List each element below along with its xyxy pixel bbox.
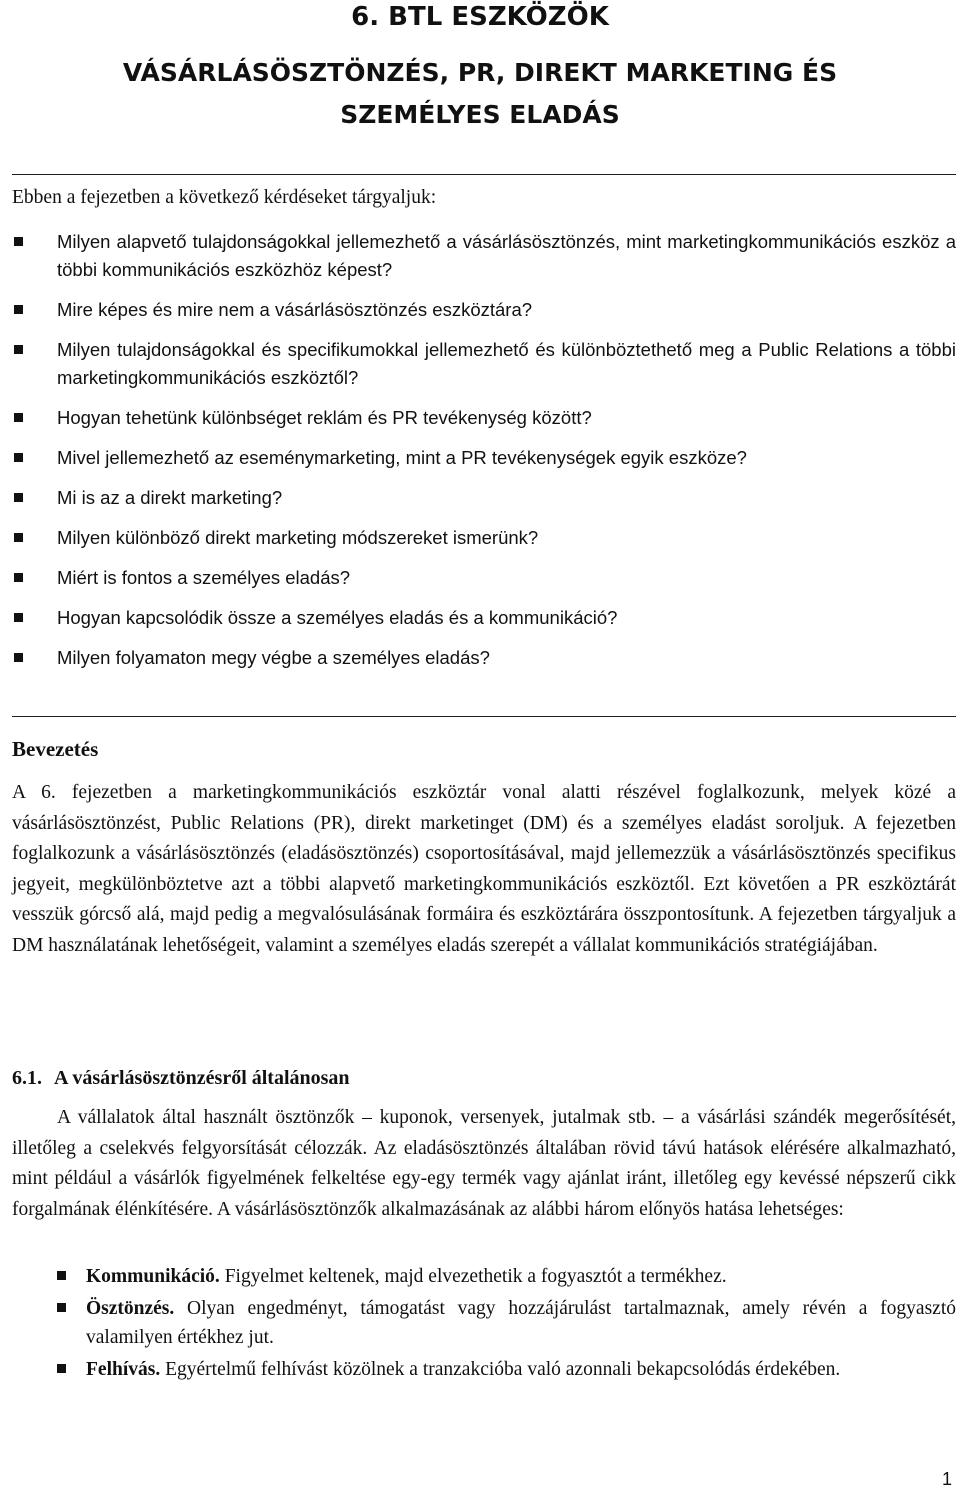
- square-bullet-icon: [14, 453, 23, 462]
- square-bullet-icon: [14, 533, 23, 542]
- square-bullet-icon: [14, 305, 23, 314]
- list-item: Mire képes és mire nem a vásárlásösztönzés eszköztára?: [12, 296, 956, 324]
- list-item: Mivel jellemezhető az eseménymarketing, mint a PR tevékenységek egyik eszköze?: [12, 444, 956, 472]
- page-title: VÁSÁRLÁSÖSZTÖNZÉS, PR, DIREKT MARKETING ÉS SZEMÉLYES ELADÁS: [122, 58, 838, 129]
- section-heading-6-1: [12, 1063, 350, 1093]
- intro-text: Ebben a fejezetben a következő kérdéseket tárgyaljuk:: [12, 187, 437, 208]
- list-item: Milyen folyamaton megy végbe a személyes eladás?: [12, 644, 956, 672]
- square-bullet-icon: [57, 1271, 66, 1280]
- question-list: [12, 228, 956, 672]
- divider-bottom: [12, 716, 956, 717]
- list-item: Mi is az a direkt marketing?: [12, 484, 956, 512]
- list-item: Milyen tulajdonságokkal és specifikumokkal jellemezhető és különböztethető meg a Public Relations a többi marketingkommunikációs eszköztől?: [12, 336, 956, 392]
- square-bullet-icon: [14, 413, 23, 422]
- benefit-term: Felhívás.: [86, 1359, 161, 1380]
- list-item: Ösztönzés. Olyan engedményt, támogatást vagy hozzájárulást tartalmaznak, amely révén a fogyasztó valamilyen értékhez jut.: [57, 1294, 956, 1352]
- benefit-term: Kommunikáció.: [86, 1266, 220, 1287]
- section-heading-intro: Bevezetés: [12, 737, 99, 761]
- square-bullet-icon: [14, 573, 23, 582]
- divider-top: [12, 174, 956, 175]
- benefit-list: [57, 1262, 956, 1387]
- list-item: Hogyan tehetünk különbséget reklám és PR tevékenység között?: [12, 404, 956, 432]
- chapter-heading: 6. BTL ESZKÖZÖK: [351, 2, 609, 32]
- square-bullet-icon: [57, 1364, 66, 1373]
- list-item: Kommunikáció. Figyelmet keltenek, majd elvezethetik a fogyasztót a termékhez.: [57, 1262, 956, 1291]
- benefit-term: Ösztönzés.: [86, 1298, 175, 1319]
- list-item: Milyen alapvető tulajdonságokkal jellemezhető a vásárlásösztönzés, mint marketingkommunikációs eszköz a többi kommunikációs eszközhöz képest?: [12, 228, 956, 284]
- square-bullet-icon: [14, 613, 23, 622]
- section-paragraph: A vállalatok által használt ösztönzők – kuponok, versenyek, jutalmak stb. – a vásárlási szándék megerősítését, illetőleg a cselekvés felgyorsítását célozzák. Az eladásösztönzés általában rövid távú hatások elérésére alkalmazható, mint például a vásárlók figyelmének felkeltése egy-egy termék vagy ajánlat iránt, illetőleg egy kevéssé népszerű cikk forgalmának élénkítésére. A vásárlásösztönzők alkalmazásának az alábbi három előnyös hatása lehetséges:: [12, 1107, 956, 1220]
- square-bullet-icon: [14, 493, 23, 502]
- list-item: Miért is fontos a személyes eladás?: [12, 564, 956, 592]
- list-item: Milyen különböző direkt marketing módszereket ismerünk?: [12, 524, 956, 552]
- square-bullet-icon: [14, 653, 23, 662]
- square-bullet-icon: [57, 1303, 66, 1312]
- square-bullet-icon: [14, 345, 23, 354]
- section-title: A vásárlásösztönzésről általánosan: [54, 1067, 350, 1089]
- square-bullet-icon: [14, 237, 23, 246]
- list-item: Felhívás. Egyértelmű felhívást közölnek a tranzakcióba való azonnali bekapcsolódás érdekében.: [57, 1355, 956, 1384]
- list-item: Hogyan kapcsolódik össze a személyes eladás és a kommunikáció?: [12, 604, 956, 632]
- page-number: 1: [941, 1469, 952, 1489]
- section-number: 6.1.: [12, 1067, 42, 1089]
- intro-paragraph: A 6. fejezetben a marketingkommunikációs eszköztár vonal alatti részével foglalkozunk, melyek közé a vásárlásösztönzést, Public Relations (PR), direkt marketinget (DM) és a személyes eladást soroljuk. A fejezetben foglalkozunk a vásárlásösztönzés (eladásösztönzés) csoportosításával, majd jellemezzük a vásárlásösztönzés specifikus jegyeit, megkülönböztetve azt a többi alapvető marketingkommunikációs eszköztől. Ezt követően a PR eszköztárát vesszük górcső alá, majd pedig a megvalósulásának formáira és eszköztárára összpontosítunk. A fejezetben tárgyaljuk a DM használatának lehetőségeit, valamint a személyes eladás szerepét a vállalat kommunikációs stratégiájában.: [12, 782, 956, 956]
